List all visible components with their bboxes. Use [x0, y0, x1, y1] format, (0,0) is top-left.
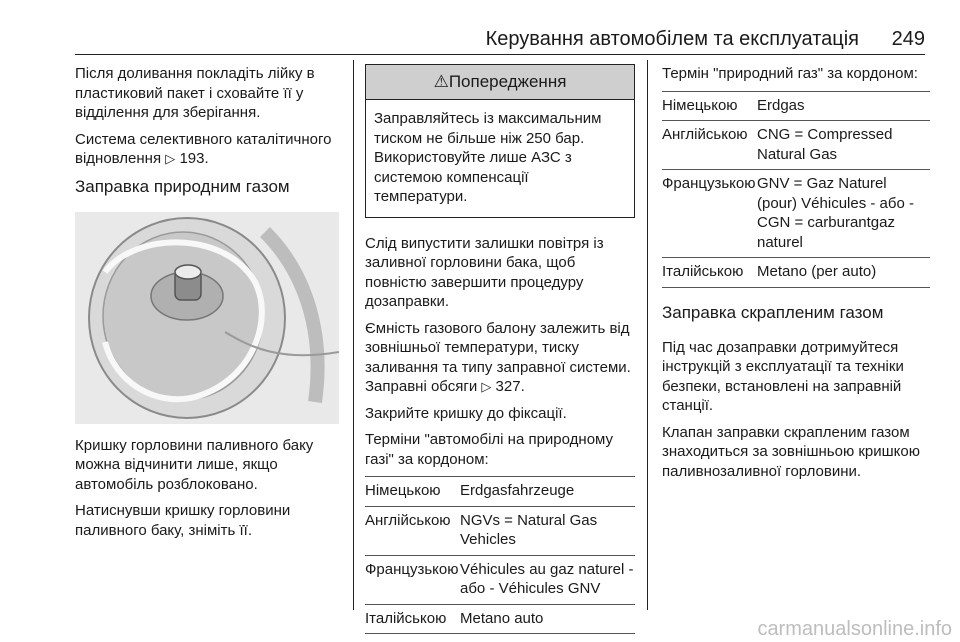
- paragraph: Після доливання покладіть лійку в пластиковий пакет і сховайте її у відділення для зберігання.: [75, 65, 315, 121]
- paragraph: Клапан заправки скрапленим газом знаходиться за зовнішньою кришкою паливнозаливної горловини.: [662, 423, 921, 480]
- paragraph-text: Система селективного каталітичного відновлення: [75, 130, 332, 167]
- term-cell: Erdgas: [757, 96, 805, 114]
- language-cell: Англійською: [365, 511, 451, 529]
- page-reference: 327.: [495, 378, 525, 395]
- table-row: [662, 258, 930, 288]
- paragraph: Під час дозаправки дотримуйтеся інструкцій з експлуатації та техніки безпеки, встановлені на заправній станції.: [662, 338, 904, 414]
- paragraph-text: Ємність газового балону залежить від зовнішньої температури, тиску заливання та типу заправної системи. Заправні обсяги: [365, 319, 631, 395]
- language-cell: Англійською: [662, 126, 748, 143]
- paragraph: Терміни "автомобілі на природному газі" за кордоном:: [365, 431, 614, 468]
- term-cell: Erdgasfahrzeuge: [460, 482, 575, 499]
- page-reference: 193.: [179, 150, 209, 167]
- column-1: [75, 64, 343, 547]
- language-cell: Французькою: [365, 560, 459, 578]
- warning-box: [365, 64, 635, 218]
- page-header: [75, 28, 925, 50]
- table-row: [365, 556, 635, 605]
- column-3: [662, 64, 930, 488]
- term-cell: Véhicules au gaz naturel - або - Véhicules GNV: [460, 560, 634, 597]
- term-table: [365, 476, 635, 634]
- paragraph: Натиснувши кришку горловини паливного баку, зніміть її.: [75, 502, 291, 539]
- language-cell: Французькою: [662, 175, 756, 192]
- section-heading: Заправка скрапленим газом: [662, 302, 884, 322]
- table-row: [662, 121, 930, 170]
- header-rule: [75, 54, 925, 55]
- paragraph: Закрийте кришку до фіксації.: [365, 404, 567, 422]
- table-row: [365, 507, 635, 556]
- warning-header: [366, 65, 634, 100]
- warning-title: Попередження: [448, 72, 567, 91]
- warning-text: Заправляйтесь із максимальним тиском не більше ніж 250 бар. Використовуйте лише АЗС з системою компенсації температури.: [374, 110, 602, 205]
- column-divider-1: [353, 60, 354, 610]
- page-number: 249: [891, 28, 925, 50]
- term-cell: NGVs = Natural Gas Vehicles: [460, 511, 598, 548]
- table-row: [365, 605, 635, 635]
- column-2: [365, 64, 635, 634]
- section-heading: Заправка природним газом: [75, 176, 290, 196]
- term-cell: Metano auto: [460, 609, 544, 627]
- page-reference-arrow-icon: ▷: [481, 379, 492, 394]
- table-row: [662, 92, 930, 122]
- fuel-filler-cap-illustration: [75, 212, 339, 424]
- term-cell: Metano (per auto): [757, 263, 877, 280]
- paragraph-with-reference: [365, 319, 635, 397]
- table-row: [365, 477, 635, 507]
- term-cell: CNG = Compressed Natural Gas: [757, 126, 893, 163]
- paragraph: Слід випустити залишки повітря із заливної горловини бака, щоб повністю завершити процедуру дозаправки.: [365, 234, 604, 310]
- paragraph-with-reference: [75, 130, 343, 169]
- column-divider-2: [647, 60, 648, 610]
- paragraph: Кришку горловини паливного баку можна відчинити лише, якщо автомобіль розблоковано.: [75, 436, 314, 493]
- language-cell: Італійською: [662, 263, 744, 280]
- language-cell: Німецькою: [365, 482, 441, 499]
- watermark: carmanualsonline.info: [757, 618, 952, 640]
- warning-triangle-icon: ⚠: [433, 72, 449, 91]
- term-cell: GNV = Gaz Naturel (pour) Véhicules - або - CGN = carburantgaz naturel: [757, 175, 914, 251]
- language-cell: Італійською: [365, 609, 447, 627]
- table-row: [662, 170, 930, 258]
- language-cell: Німецькою: [662, 96, 738, 114]
- running-title: Керування автомобілем та експлуатація: [485, 28, 859, 50]
- paragraph: Термін "природний газ" за кордоном:: [662, 65, 918, 82]
- page-reference-arrow-icon: ▷: [165, 151, 176, 166]
- term-table: [662, 91, 930, 288]
